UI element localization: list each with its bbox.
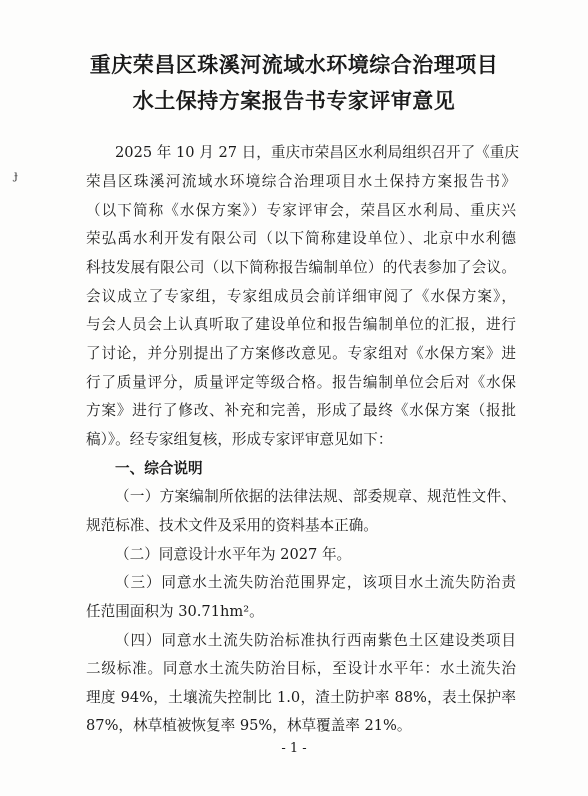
body-text-line: （四）同意水土流失防治标准执行西南紫色土区建设类项目	[115, 632, 516, 649]
document-title-line-1: 重庆荣昌区珠溪河流域水环境综合治理项目	[89, 53, 499, 77]
body-text-line: 87%，林草植被恢复率 95%，林草覆盖率 21%。	[86, 717, 412, 734]
body-text-line: 科技发展有限公司（以下简称报告编制单位）的代表参加了会议。	[86, 259, 516, 276]
body-text-line: 了讨论，并分别提出了方案修改意见。专家组对《水保方案》进	[86, 345, 516, 362]
body-text-line: 任范围面积为 30.71hm²。	[86, 603, 264, 620]
section-heading: 一、综合说明	[115, 460, 203, 477]
body-text-line: 会议成立了专家组，专家组成员会前详细审阅了《水保方案》，	[86, 288, 516, 305]
body-text-line: 规范标准、技术文件及采用的资料基本正确。	[86, 517, 378, 534]
body-text-line: 荣弘禹水利开发有限公司（以下简称建设单位）、北京中水利德	[86, 230, 516, 247]
body-text-line: 荣昌区珠溪河流域水环境综合治理项目水土保持方案报告书》	[86, 173, 516, 190]
body-text-line: 与会人员会上认真听取了建设单位和报告编制单位的汇报，进行	[86, 316, 516, 333]
body-text-line: 稿）》。经专家组复核，形成专家评审意见如下：	[86, 431, 393, 448]
body-text-line: 2025 年 10 月 27 日，重庆市荣昌区水利局组织召开了《重庆	[115, 144, 519, 161]
body-text-line: （以下简称《水保方案》）专家评审会，荣昌区水利局、重庆兴	[86, 202, 516, 219]
body-text-line: （二）同意设计水平年为 2027 年。	[115, 546, 352, 563]
margin-mark: ɟ	[14, 168, 18, 182]
body-text-line: 行了质量评分，质量评定等级合格。报告编制单位会后对《水保	[86, 374, 516, 391]
document-title-line-2: 水土保持方案报告书专家评审意见	[132, 89, 456, 113]
body-text-line: 理度 94%，土壤流失控制比 1.0，渣土防护率 88%，表土保护率	[86, 689, 516, 706]
body-text-line: 方案》进行了修改、补充和完善，形成了最终《水保方案（报批	[86, 402, 516, 419]
body-text-line: （一）方案编制所依据的法律法规、部委规章、规范性文件、	[115, 488, 516, 505]
body-text-line: 二级标准。同意水土流失防治目标，至设计水平年：水土流失治	[86, 660, 516, 677]
page-number: - 1 -	[281, 741, 307, 756]
body-text-line: （三）同意水土流失防治范围界定，该项目水土流失防治责	[115, 574, 516, 591]
